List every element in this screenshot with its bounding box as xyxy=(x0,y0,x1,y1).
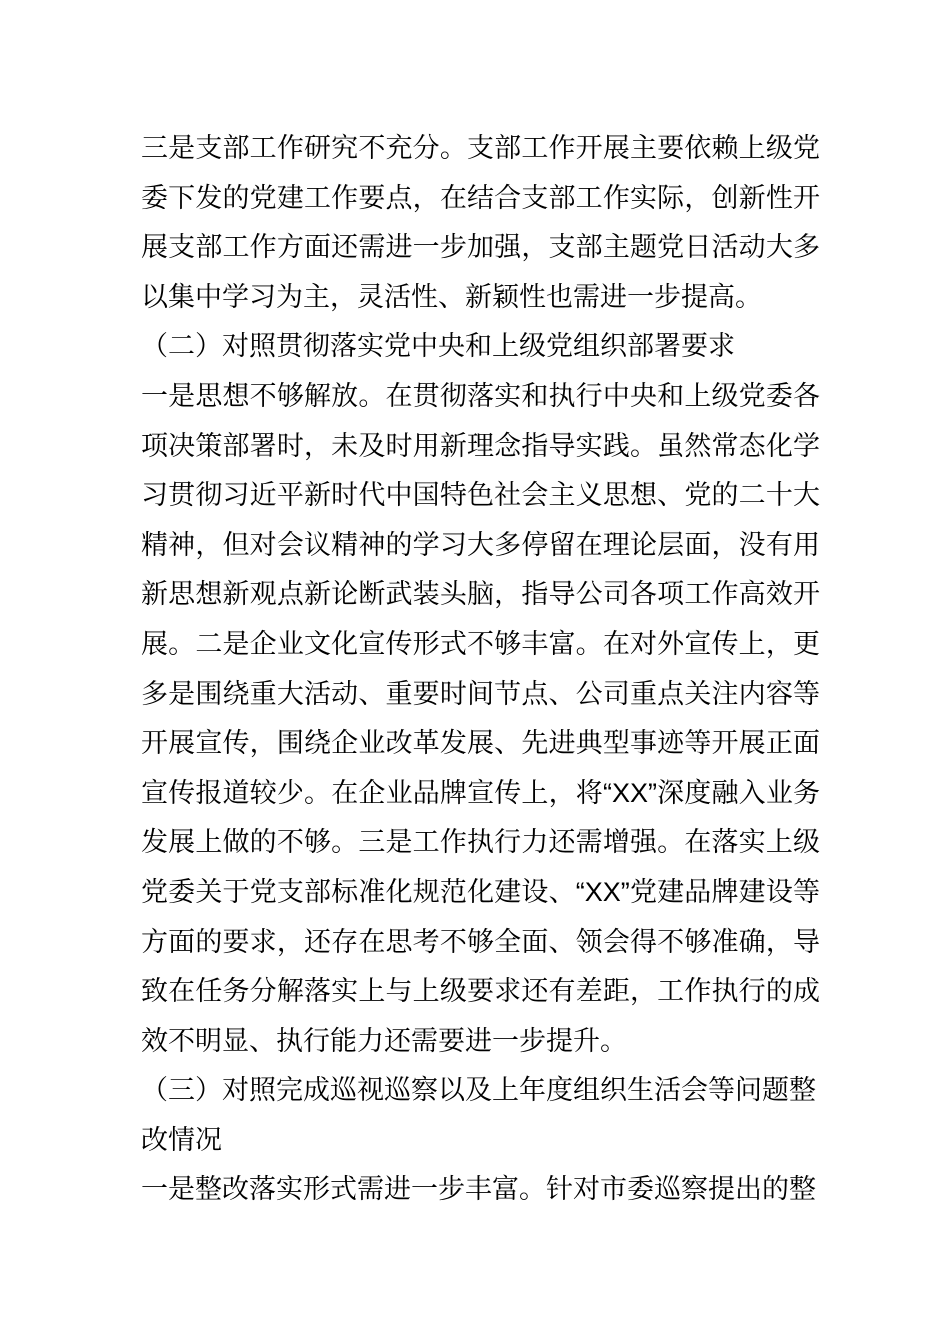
paragraph-implementation-issues: 一是思想不够解放。在贯彻落实和执行中央和上级党委各项决策部署时，未及时用新理念指导实践。虽然常态化学习贯彻习近平新时代中国特色社会主义思想、党的二十大精神，但对会议精神的学习大多停留在理论层面，没有用新思想新观点新论断武装头脑，指导公司各项工作高效开展。二是企业文化宣传形式不够丰富。在对外宣传上，更多是围绕重大活动、重要时间节点、公司重点关注内容等开展宣传，围绕企业改革发展、先进典型事迹等开展正面宣传报道较少。在企业品牌宣传上，将“XX”深度融入业务发展上做的不够。三是工作执行力还需增强。在落实上级党委关于党支部标准化规范化建设、“XX”党建品牌建设等方面的要求，还存在思考不够全面、领会得不够准确，导致在任务分解落实上与上级要求还有差距，工作执行的成效不明显、执行能力还需要进一步提升。 xyxy=(141,380,820,1056)
section-heading-3: （三）对照完成巡视巡察以及上年度组织生活会等问题整改情况 xyxy=(141,1075,816,1155)
paragraph-support-branch-work: 三是支部工作研究不充分。支部工作开展主要依赖上级党委下发的党建工作要点，在结合支部工作实际，创新性开展支部工作方面还需进一步加强，支部主题党日活动大多以集中学习为主，灵活性、新颖性也需进一步提高。 xyxy=(141,133,820,312)
document-text-block xyxy=(141,124,820,1215)
paragraph-rectification-intro: 一是整改落实形式需进一步丰富。针对市委巡察提出的整 xyxy=(141,1174,816,1205)
section-heading-2: （二）对照贯彻落实党中央和上级党组织部署要求 xyxy=(141,331,735,362)
